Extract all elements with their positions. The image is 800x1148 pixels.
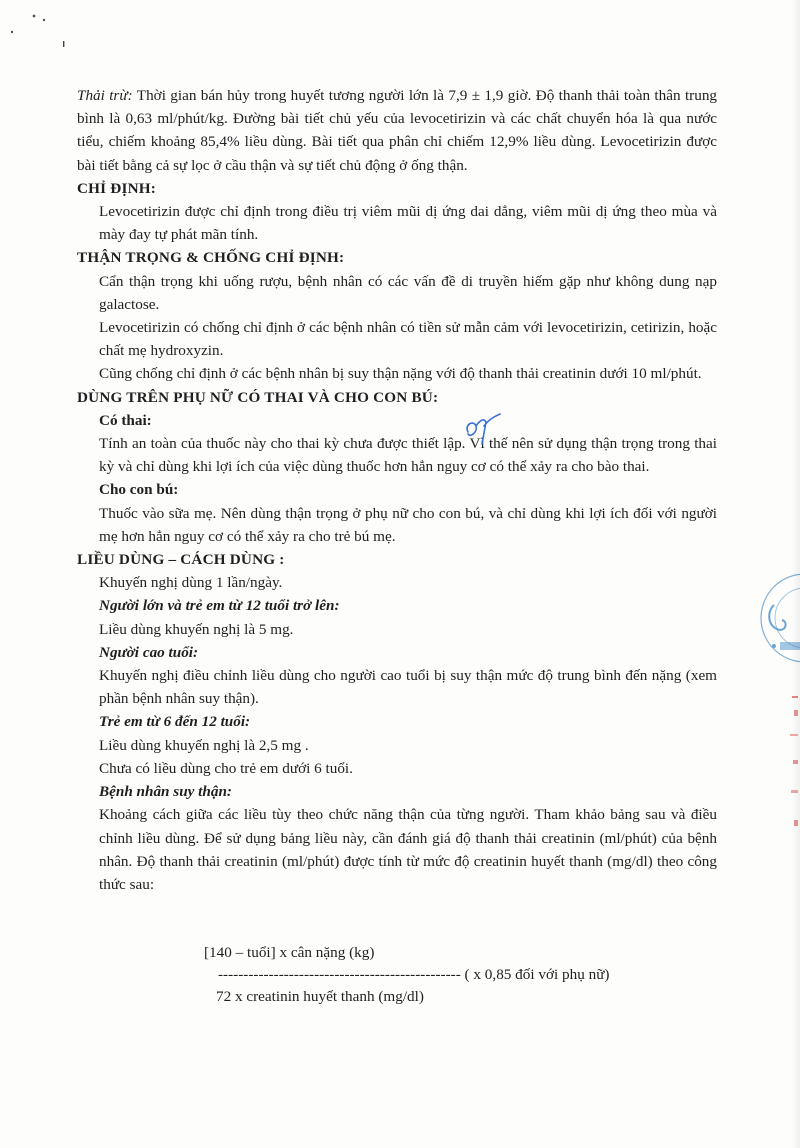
- formula-fraction-line: ------------------------------------------------ ( x 0,85 đối với phụ nữ): [218, 966, 610, 983]
- children-label: Trẻ em từ 6 đến 12 tuổi:: [99, 713, 251, 731]
- adults-label: Người lớn và trẻ em từ 12 tuổi trở lên:: [99, 597, 340, 615]
- elderly-text: Khuyến nghị điều chỉnh liều dùng cho người cao tuổi bị suy thận mức độ trung bình đến nặng (xem phần bệnh nhân suy thận).: [99, 667, 717, 708]
- pregnancy-heading: DÙNG TRÊN PHỤ NỮ CÓ THAI VÀ CHO CON BÚ:: [77, 388, 439, 406]
- renal-label: Bệnh nhân suy thận:: [99, 783, 232, 801]
- dosage-heading: LIỀU DÙNG – CÁCH DÙNG :: [77, 551, 285, 569]
- renal-text: Khoảng cách giữa các liều tùy theo chức năng thận của từng người. Tham khảo bảng sau và điều chỉnh liều dùng. Để sử dụng bảng liều này, cần đánh giá độ thanh thải creatinin (ml/phút) của bệnh nhân. Độ thanh thải creatinin (ml/phút) được tính từ mức độ creatinin huyết thanh (mg/dl) theo công thức sau:: [99, 806, 717, 893]
- precautions-paragraph-2: Levocetirizin có chống chỉ định ở các bệnh nhân có tiền sử mẫn cảm với levocetirizin, cetirizin, hoặc chất mẹ hydroxyzin.: [99, 319, 717, 360]
- indications-heading: CHỈ ĐỊNH:: [77, 179, 157, 197]
- elderly-label: Người cao tuổi:: [99, 643, 199, 661]
- handwritten-signature: [460, 412, 508, 448]
- scan-marks: [0, 0, 80, 60]
- adults-text: Liều dùng khuyến nghị là 5 mg.: [99, 620, 294, 638]
- precautions-paragraph-1: Cẩn thận trọng khi uống rượu, bệnh nhân có các vấn đề di truyền hiếm gặp như không dung nạp galactose.: [99, 272, 717, 313]
- elimination-text: Thời gian bán hủy trong huyết tương người lớn là 7,9 ± 1,9 giờ. Độ thanh thải toàn thân trung bình là 0,63 ml/phút/kg. Đường bài tiết chủ yếu của levocetirizin và các chất chuyển hóa là qua nước tiểu, chiếm khoảng 85,4% liều dùng. Bài tiết qua phân chỉ chiếm 12,9% liều dùng. Levocetirizin được bài tiết bằng cả sự lọc ở cầu thận và sự tiết chủ động ở ống thận.: [77, 87, 718, 174]
- formula-numerator: [140 – tuổi] x cân nặng (kg): [204, 944, 375, 961]
- breastfeeding-label: Cho con bú:: [99, 481, 179, 499]
- page-edge-shadow: [792, 0, 800, 1148]
- children-text-1: Liều dùng khuyến nghị là 2,5 mg .: [99, 736, 309, 754]
- pregnant-text: Tính an toàn của thuốc này cho thai kỳ chưa được thiết lập. Vì thế nên sử dụng thận trọng trong thai kỳ và chỉ dùng khi lợi ích của việc dùng thuốc hơn hẳn nguy cơ có thể xảy ra cho bào thai.: [99, 435, 717, 476]
- dosage-intro: Khuyến nghị dùng 1 lần/ngày.: [99, 574, 283, 592]
- precautions-heading: THẬN TRỌNG & CHỐNG CHỈ ĐỊNH:: [77, 249, 345, 267]
- creatinine-formula: [204, 942, 610, 1008]
- elimination-label: Thải trừ:: [77, 87, 133, 104]
- pregnant-label: Có thai:: [99, 411, 152, 429]
- precautions-paragraph-3: Cũng chống chỉ định ở các bệnh nhân bị suy thận nặng với độ thanh thải creatinin dưới 10 ml/phút.: [99, 365, 702, 383]
- children-text-2: Chưa có liều dùng cho trẻ em dưới 6 tuổi.: [99, 759, 353, 777]
- elimination-paragraph: [77, 84, 717, 177]
- breastfeeding-text: Thuốc vào sữa mẹ. Nên dùng thận trọng ở phụ nữ cho con bú, và chỉ dùng khi lợi ích đối với người mẹ hơn hẳn nguy cơ có thể xảy ra cho trẻ bú mẹ.: [99, 504, 717, 545]
- document-body: [77, 84, 717, 896]
- indications-text: Levocetirizin được chỉ định trong điều trị viêm mũi dị ứng dai dẳng, viêm mũi dị ứng theo mùa và mày đay tự phát mãn tính.: [99, 203, 717, 244]
- formula-denominator: 72 x creatinin huyết thanh (mg/dl): [216, 988, 424, 1005]
